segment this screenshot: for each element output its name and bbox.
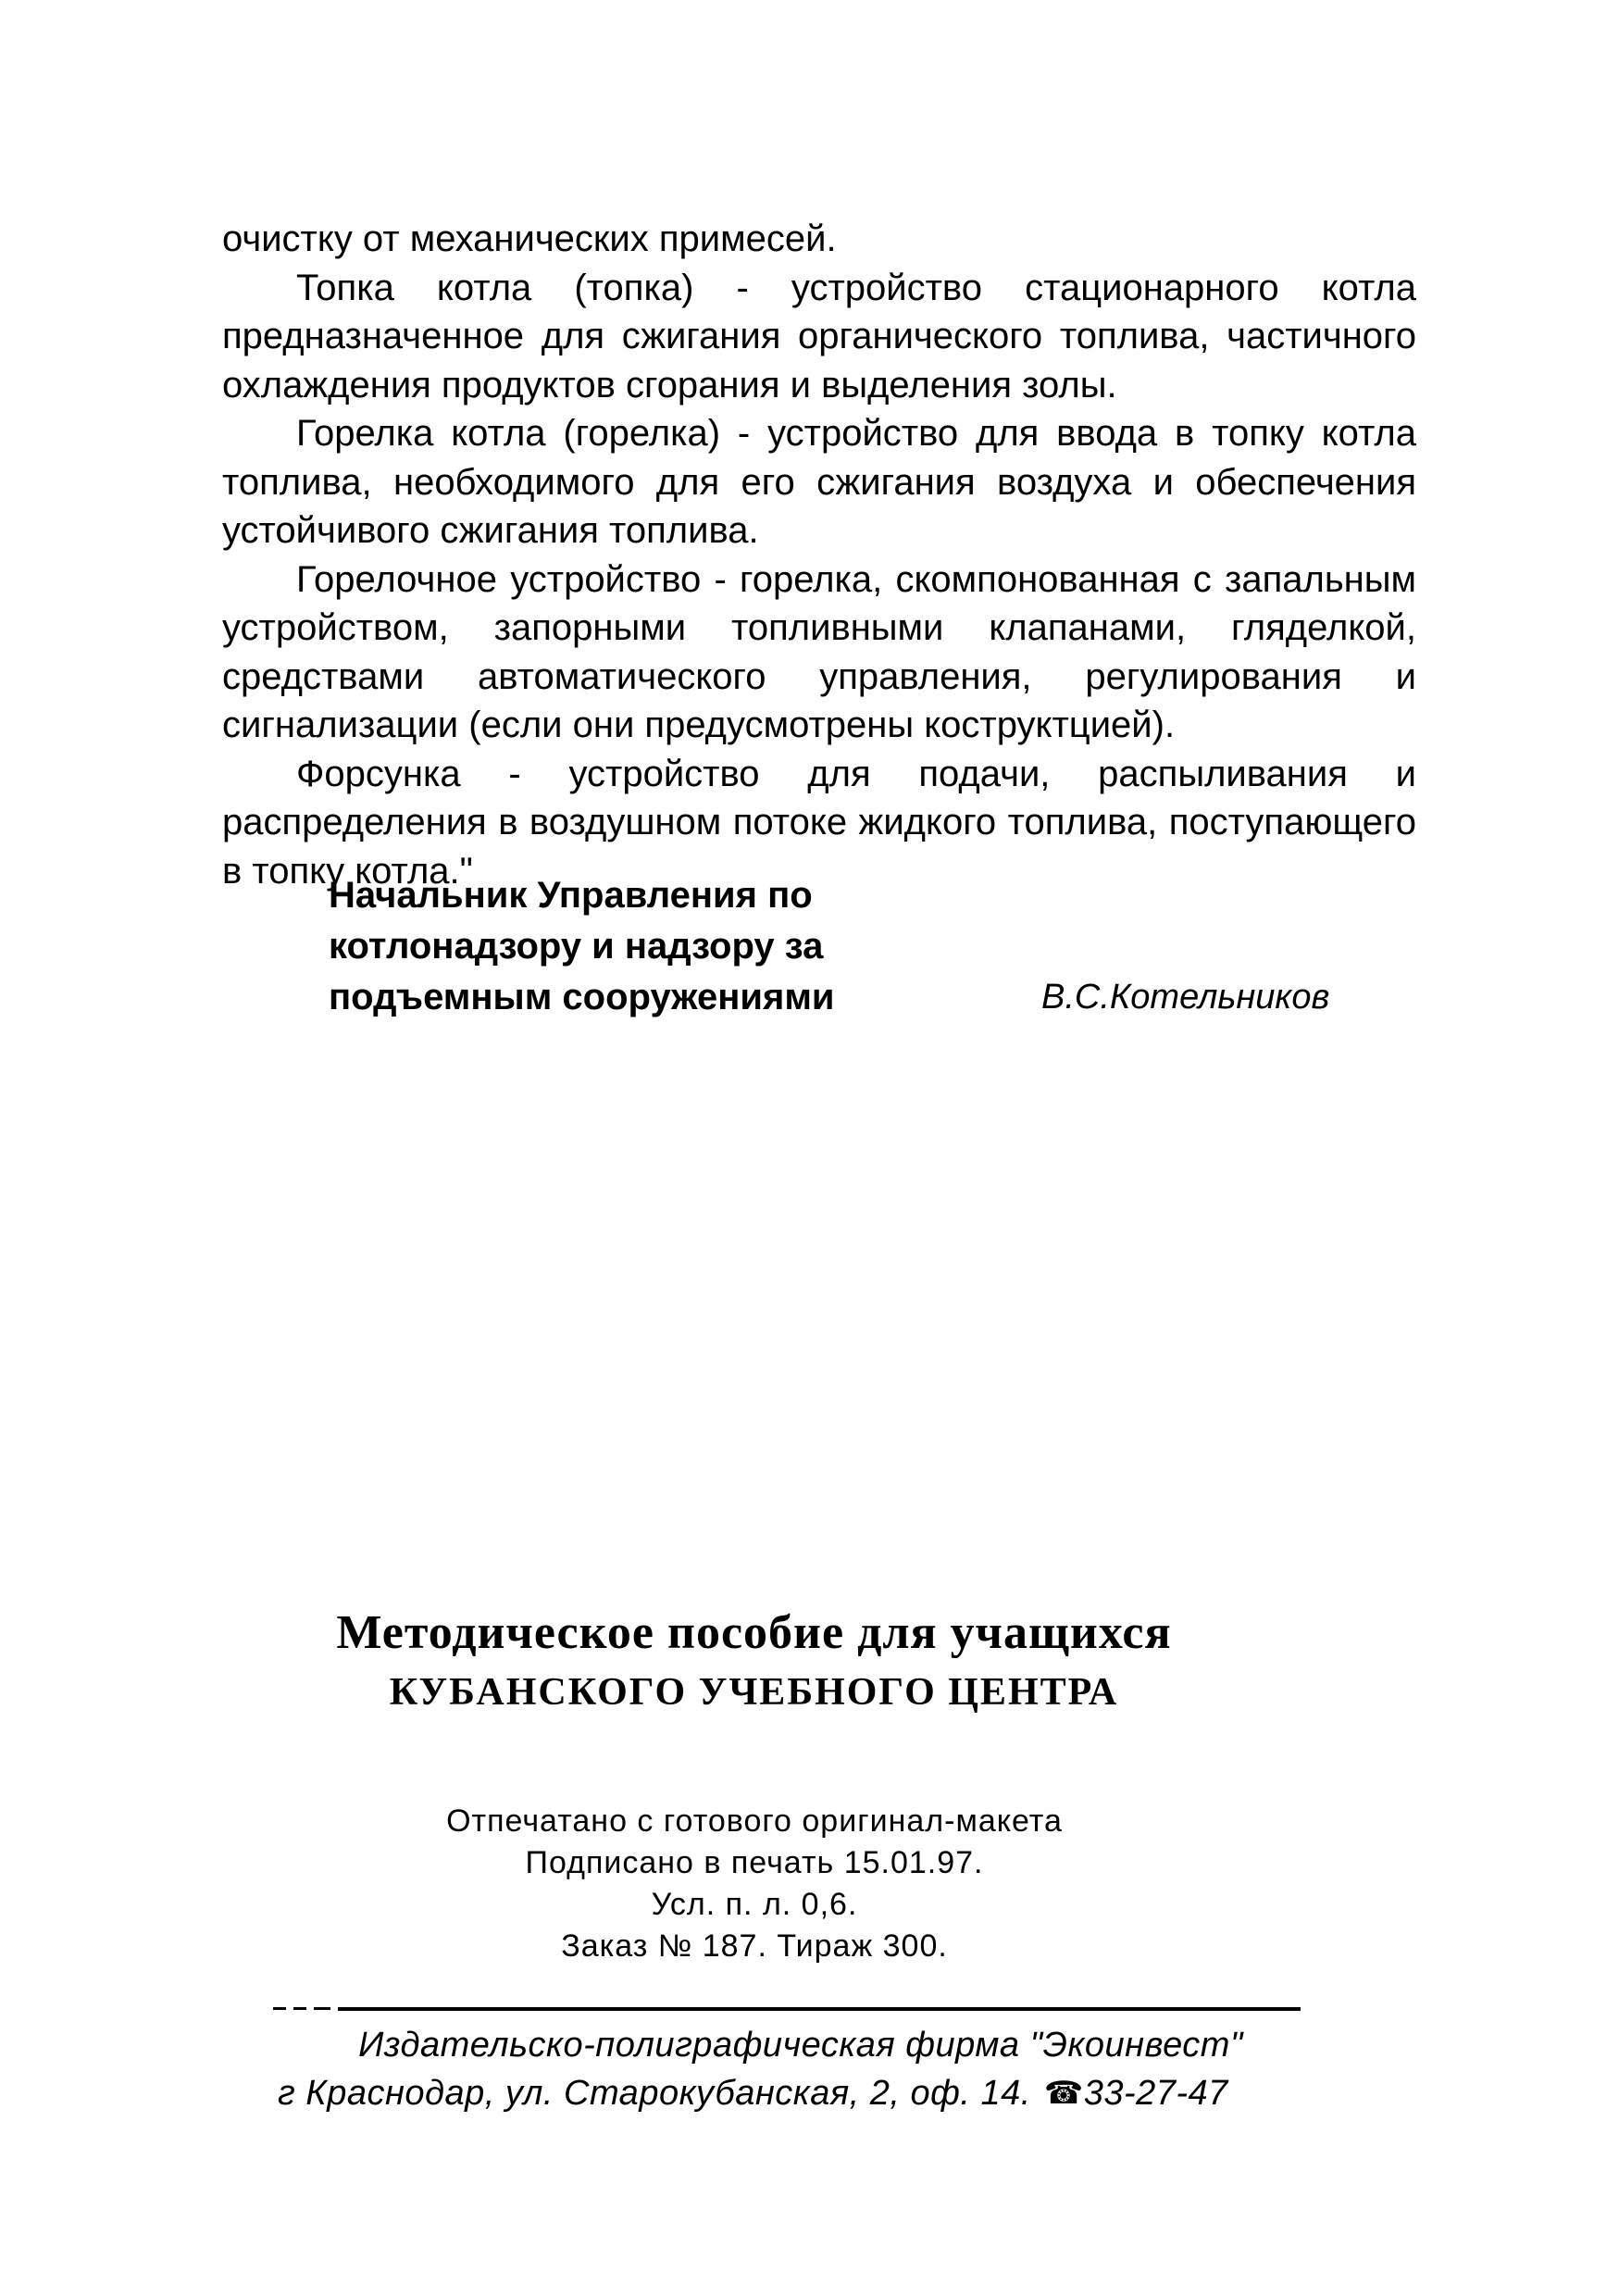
paragraph-gorelka-definition: Горелка котла (горелка) - устройство для ввода в топку котла топлива, необходимого для его сжигания воздуха и обеспечения устойчивого сжигания топлива. <box>222 413 1416 551</box>
paragraph-forsunka-definition: Форсунка - устройство для подачи, распыливания и распределения в воздушном потоке жидкого топлива, поступающего в топку котла." <box>222 753 1416 892</box>
publisher-name: Издательско-полиграфическая фирма "Экоинвест" <box>358 2026 1243 2065</box>
publisher-block <box>268 2021 1305 2117</box>
signature-block <box>329 870 1421 1023</box>
imprint-line: Подписано в печать 15.01.97. <box>525 1845 984 1880</box>
manual-title-line: Методическое пособие для учащихся <box>336 1606 1172 1659</box>
divider-line <box>338 2007 1301 2011</box>
publisher-phone: 33-27-47 <box>1083 2074 1228 2113</box>
telephone-icon: ☎ <box>1043 2076 1084 2111</box>
publisher-address-line <box>268 2069 1305 2117</box>
imprint-line: Усл. п. л. 0,6. <box>651 1887 858 1922</box>
publisher-address: г Краснодар, ул. Старокубанская, 2, оф. 14. <box>278 2074 1031 2113</box>
paragraph-burner-device-definition: Горелочное устройство - горелка, скомпонованная с запальным устройством, запорными топливными клапанами, гляделкой, средствами автоматического управления, регулирования и сигнализации (если они предусмотрены коструктцией). <box>222 558 1416 745</box>
manual-title <box>222 1602 1286 1720</box>
signer-position <box>329 870 921 1023</box>
divider-dash <box>273 2007 286 2010</box>
body-text <box>222 215 1416 895</box>
paragraph-continuation: очистку от механических примесей. <box>222 218 837 259</box>
imprint-block <box>315 1801 1194 1967</box>
divider-dash <box>314 2007 330 2010</box>
signer-position-line: Начальник Управления по <box>329 875 813 916</box>
signer-position-line: подъемным сооружениями <box>329 977 835 1017</box>
horizontal-divider <box>273 2007 1301 2011</box>
signer-position-line: котлонадзору и надзору за <box>329 926 824 967</box>
signer-name: В.С.Котельников <box>1041 978 1330 1017</box>
divider-dash <box>293 2007 306 2010</box>
manual-title-line: КУБАНСКОГО УЧЕБНОГО ЦЕНТРА <box>389 1671 1119 1714</box>
imprint-line: Заказ № 187. Тираж 300. <box>561 1928 948 1964</box>
imprint-line: Отпечатано с готового оригинал-макета <box>446 1803 1063 1839</box>
paragraph-topka-definition: Топка котла (топка) - устройство стационарного котла предназначенное для сжигания органического топлива, частичного охлаждения продуктов сгорания и выделения золы. <box>222 267 1416 406</box>
